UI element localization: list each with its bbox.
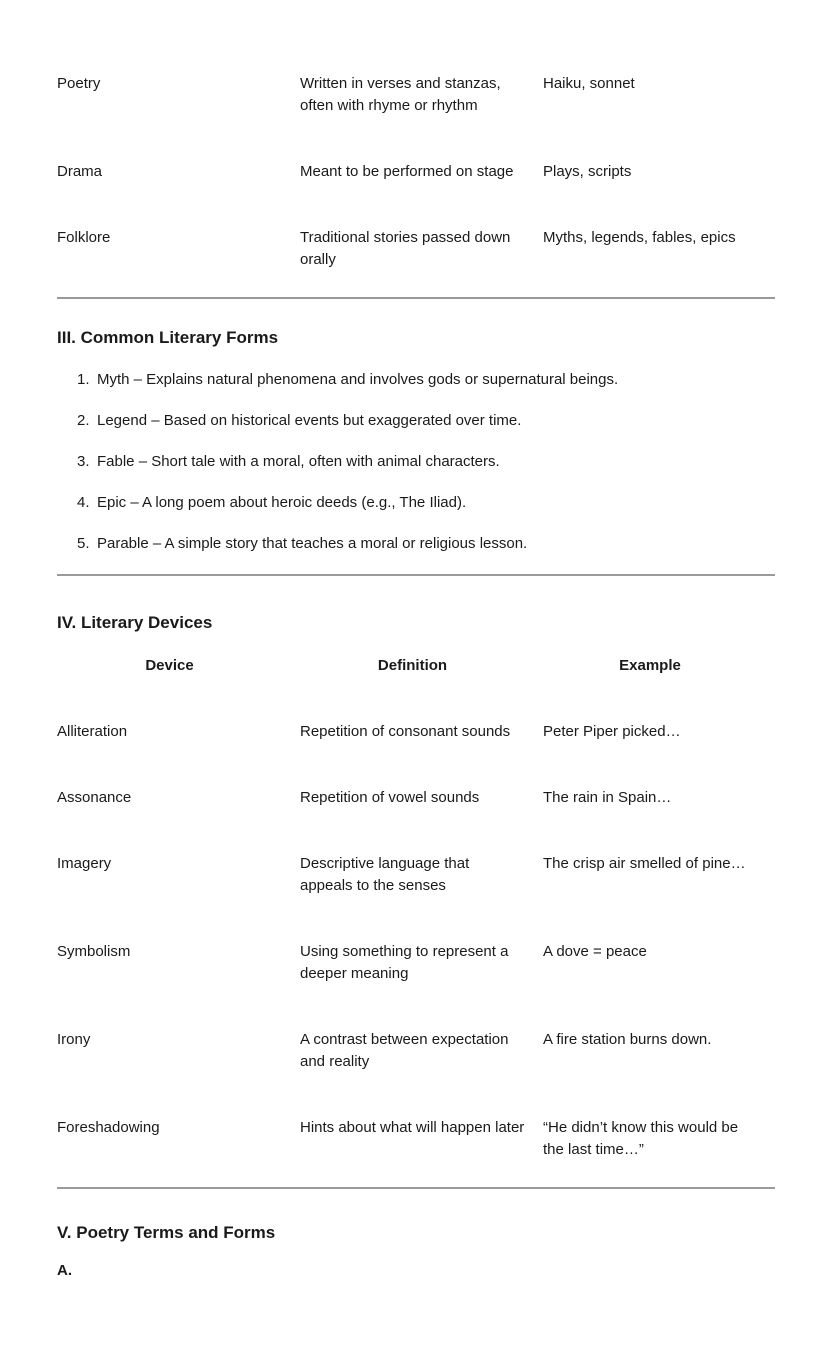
definition-column-header: Definition [377,657,448,674]
examples-cell: Haiku, sonnet [543,75,635,92]
genres-table [57,73,775,297]
list-item-number: 1. [77,371,90,388]
literary-devices-table [57,655,775,1187]
list-item-text: Myth – Explains natural phenomena and involves gods or supernatural beings. [97,371,619,388]
literary-forms-list [57,369,775,555]
device-column-header: Device [145,657,194,674]
examples-cell: Plays, scripts [543,163,632,180]
genre-cell: Drama [57,163,103,180]
list-item-number: 3. [77,453,90,470]
definition-cell: Hints about what will happen later [300,1119,525,1136]
example-cell: Peter Piper picked… [543,723,681,740]
list-item [57,492,775,514]
example-cell: A fire station burns down. [543,1031,712,1048]
table-row [57,227,775,297]
definition-cell: A contrast between expectation and reality [300,1031,509,1070]
section-heading-literary-devices: IV. Literary Devices [57,613,213,632]
table-row [57,787,775,853]
examples-cell: Myths, legends, fables, epics [543,229,736,246]
definition-cell: Meant to be performed on stage [300,163,514,180]
device-cell: Symbolism [57,943,131,960]
device-cell: Imagery [57,855,112,872]
list-item [57,533,775,555]
table-row [57,941,775,1029]
list-item-text: Legend – Based on historical events but exaggerated over time. [97,412,522,429]
list-item-number: 2. [77,412,90,429]
device-cell: Assonance [57,789,132,806]
section-heading-poetry-terms-and-forms: V. Poetry Terms and Forms [57,1223,276,1242]
genre-cell: Poetry [57,75,101,92]
table-row [57,853,775,941]
section-heading-common-literary-forms: III. Common Literary Forms [57,328,279,347]
list-item-number: 5. [77,535,90,552]
definition-cell: Written in verses and stanzas, often with rhyme or rhythm [300,75,501,114]
example-cell: The crisp air smelled of pine… [543,855,746,872]
table-row [57,73,775,161]
definition-cell: Repetition of consonant sounds [300,723,511,740]
genre-cell: Folklore [57,229,111,246]
example-cell: The rain in Spain… [543,789,672,806]
device-cell: Foreshadowing [57,1119,160,1136]
list-item-text: Parable – A simple story that teaches a moral or religious lesson. [97,535,528,552]
device-cell: Alliteration [57,723,128,740]
table-row [57,721,775,787]
table-row [57,161,775,227]
horizontal-rule [57,1187,775,1189]
subsection-label-a: A. [57,1262,72,1279]
definition-cell: Descriptive language that appeals to the senses [300,855,470,894]
list-item-text: Epic – A long poem about heroic deeds (e.g., The Iliad). [97,494,467,511]
table-row [57,1117,775,1187]
example-cell: A dove = peace [543,943,647,960]
list-item-number: 4. [77,494,90,511]
device-cell: Irony [57,1031,91,1048]
list-item [57,369,775,391]
horizontal-rule [57,297,775,299]
example-cell: “He didn’t know this would be the last time…” [543,1119,739,1158]
definition-cell: Repetition of vowel sounds [300,789,480,806]
table-row [57,1029,775,1117]
list-item-text: Fable – Short tale with a moral, often with animal characters. [97,453,500,470]
list-item [57,451,775,473]
horizontal-rule [57,574,775,576]
definition-cell: Using something to represent a deeper meaning [300,943,509,982]
table-header-row [57,655,775,721]
example-column-header: Example [619,657,681,674]
list-item [57,410,775,432]
definition-cell: Traditional stories passed down orally [300,229,511,268]
